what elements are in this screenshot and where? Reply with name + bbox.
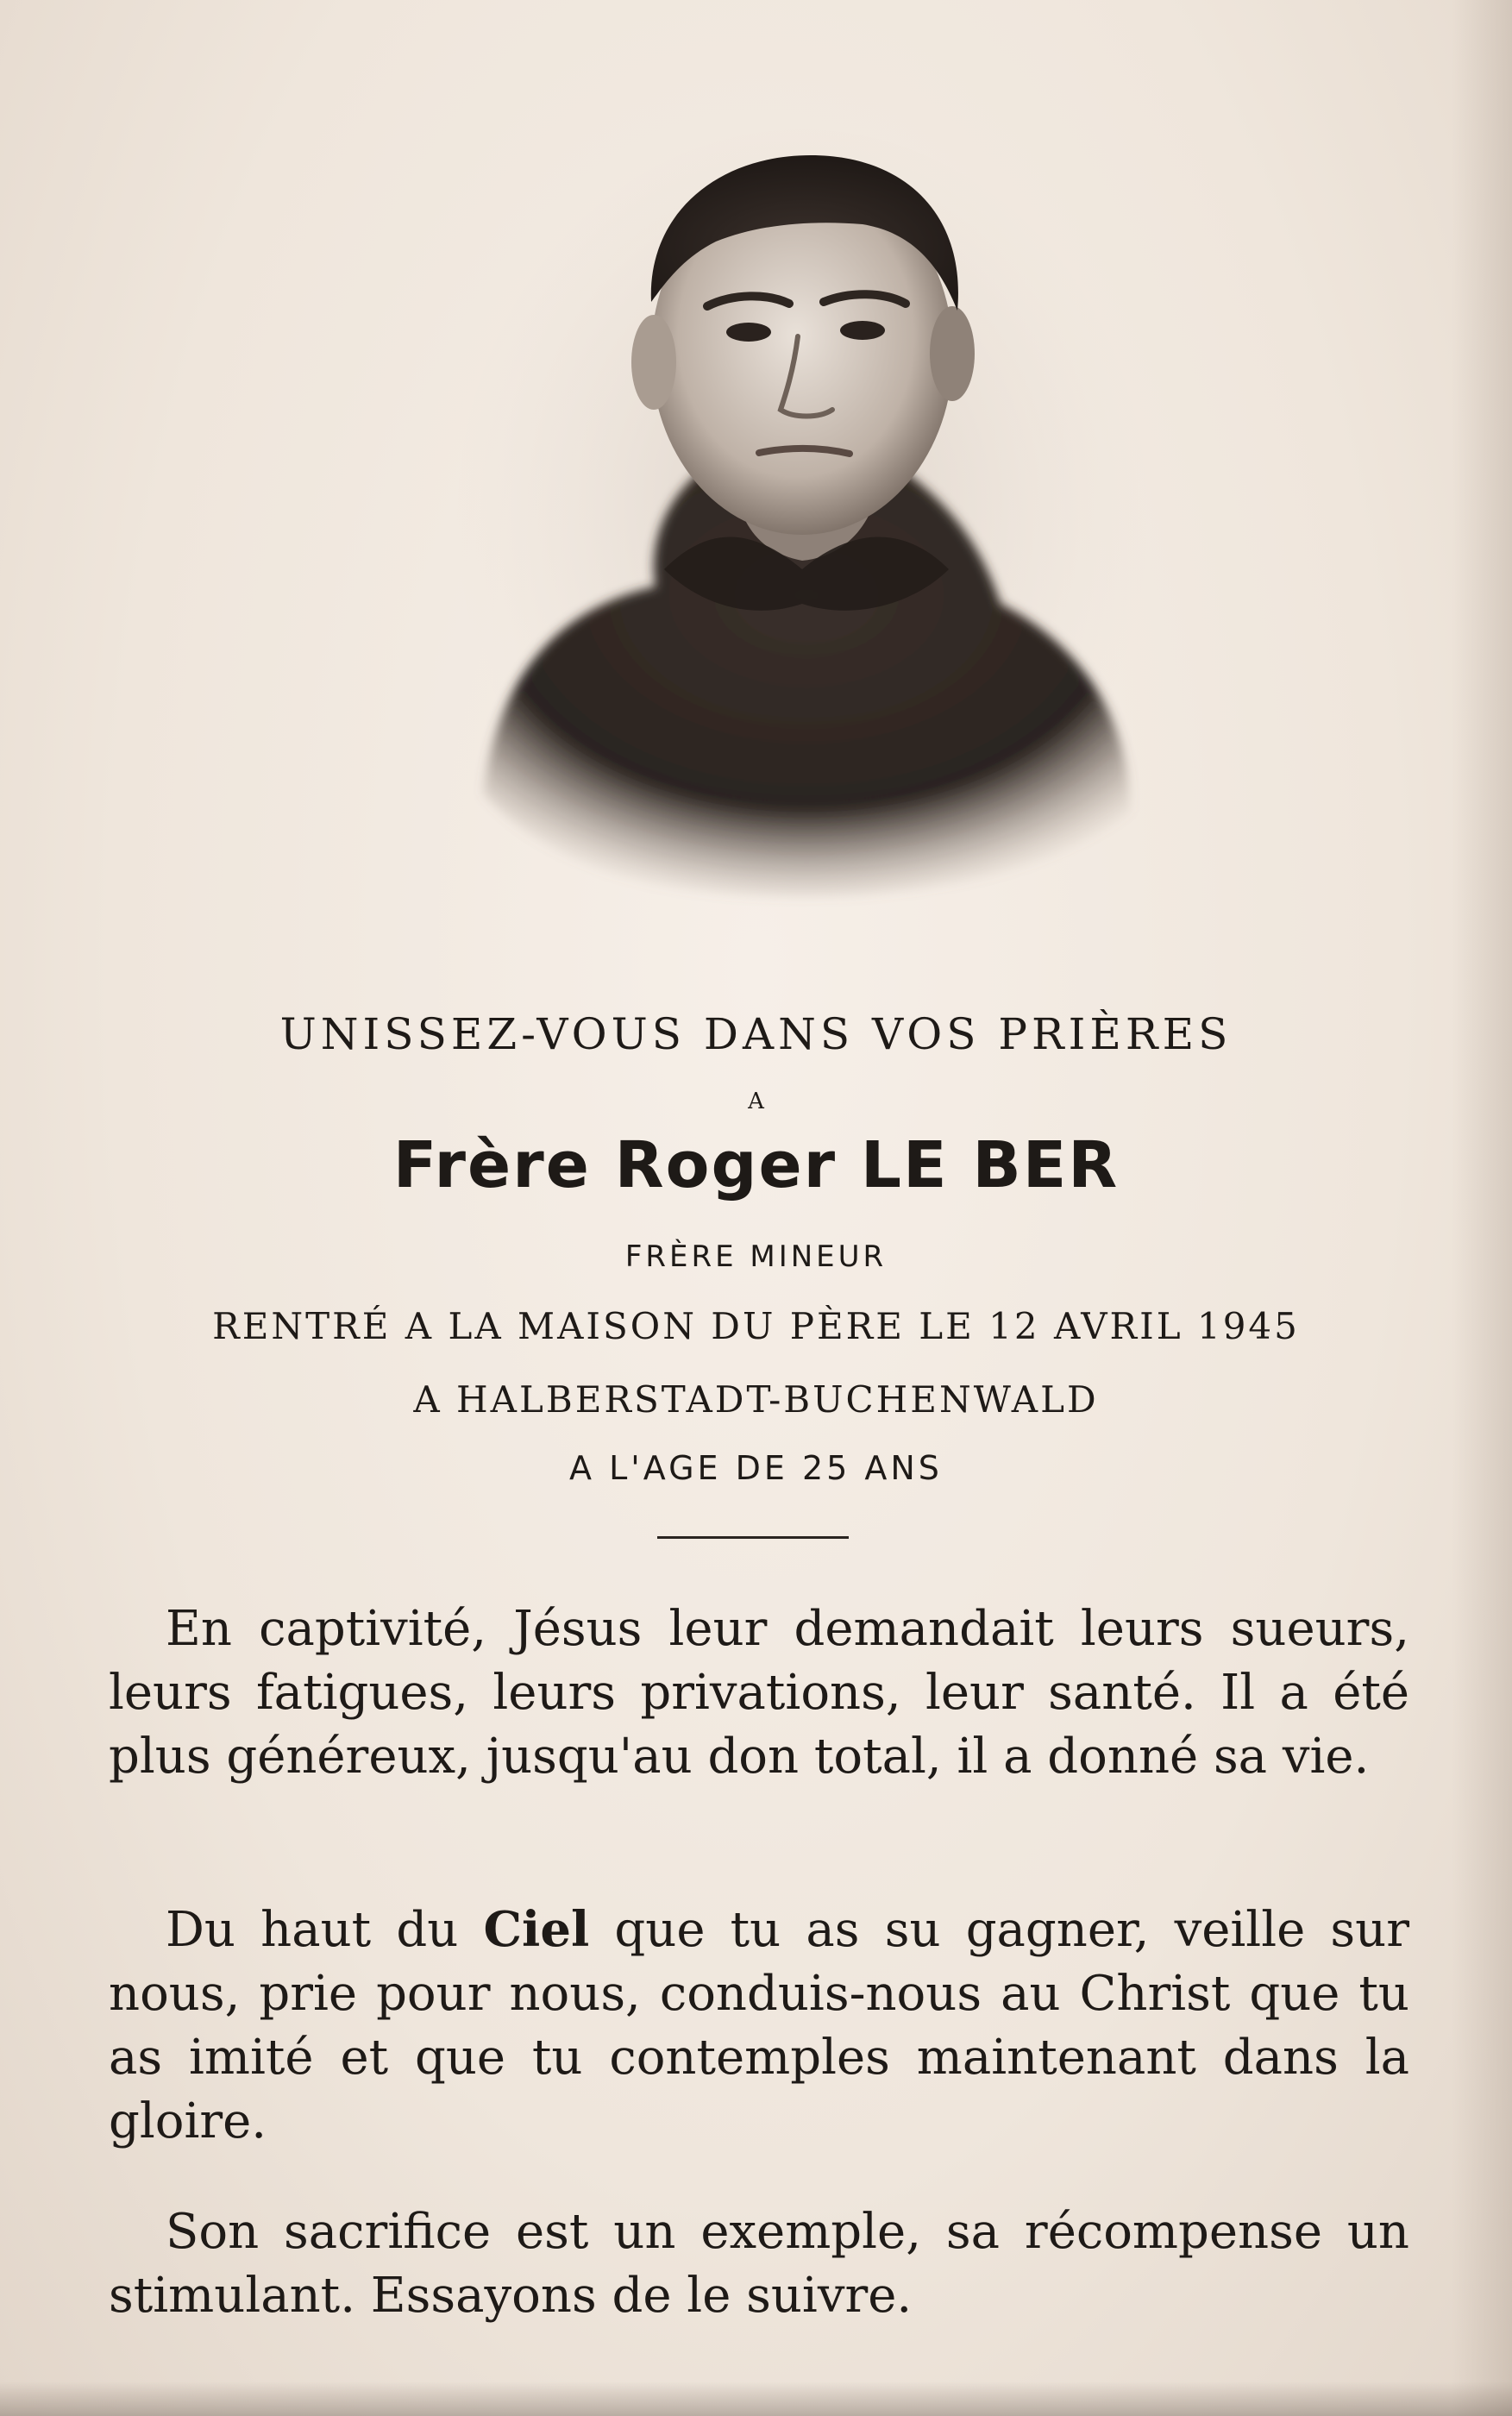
card-edge-shadow [1452, 0, 1512, 2416]
death-place-line: A HALBERSTADT-BUCHENWALD [413, 1378, 1099, 1421]
paragraph-sacrifice: Son sacrifice est un exemple, sa récompense un stimulant. Essayons de le suivre. [109, 2204, 1409, 2324]
prayer-heading: UNISSEZ-VOUS DANS VOS PRIÈRES [279, 1009, 1233, 1059]
deceased-name: Frère Roger LE BER [392, 1128, 1120, 1202]
portrait-photo [449, 121, 1156, 914]
paragraph-prayer-start: Du haut du [166, 1902, 484, 1958]
paragraph-captivity: En captivité, Jésus leur demandait leurs sueurs, leurs fatigues, leurs privations, leur santé. Il a été plus généreux, jusqu'au don total, il a donné sa vie. [109, 1601, 1409, 1785]
religious-title: FRÈRE MINEUR [624, 1239, 888, 1274]
paragraph-prayer [109, 1898, 1409, 2154]
paragraph-prayer-ciel: Ciel [483, 1901, 590, 1958]
divider-line [657, 1536, 849, 1539]
prayer-heading-a: A [748, 1089, 764, 1114]
age-line: A L'AGE DE 25 ANS [569, 1449, 943, 1487]
card-bottom-edge [0, 2381, 1512, 2416]
paragraph-prayer-end: que tu as su gagner, veille sur nous, prie pour nous, conduis-nous au Christ que tu as imité et que tu contemples maintenant dans la gloire. [109, 1902, 1409, 2149]
death-date-line: RENTRÉ A LA MAISON DU PÈRE LE 12 AVRIL 1945 [212, 1305, 1300, 1347]
